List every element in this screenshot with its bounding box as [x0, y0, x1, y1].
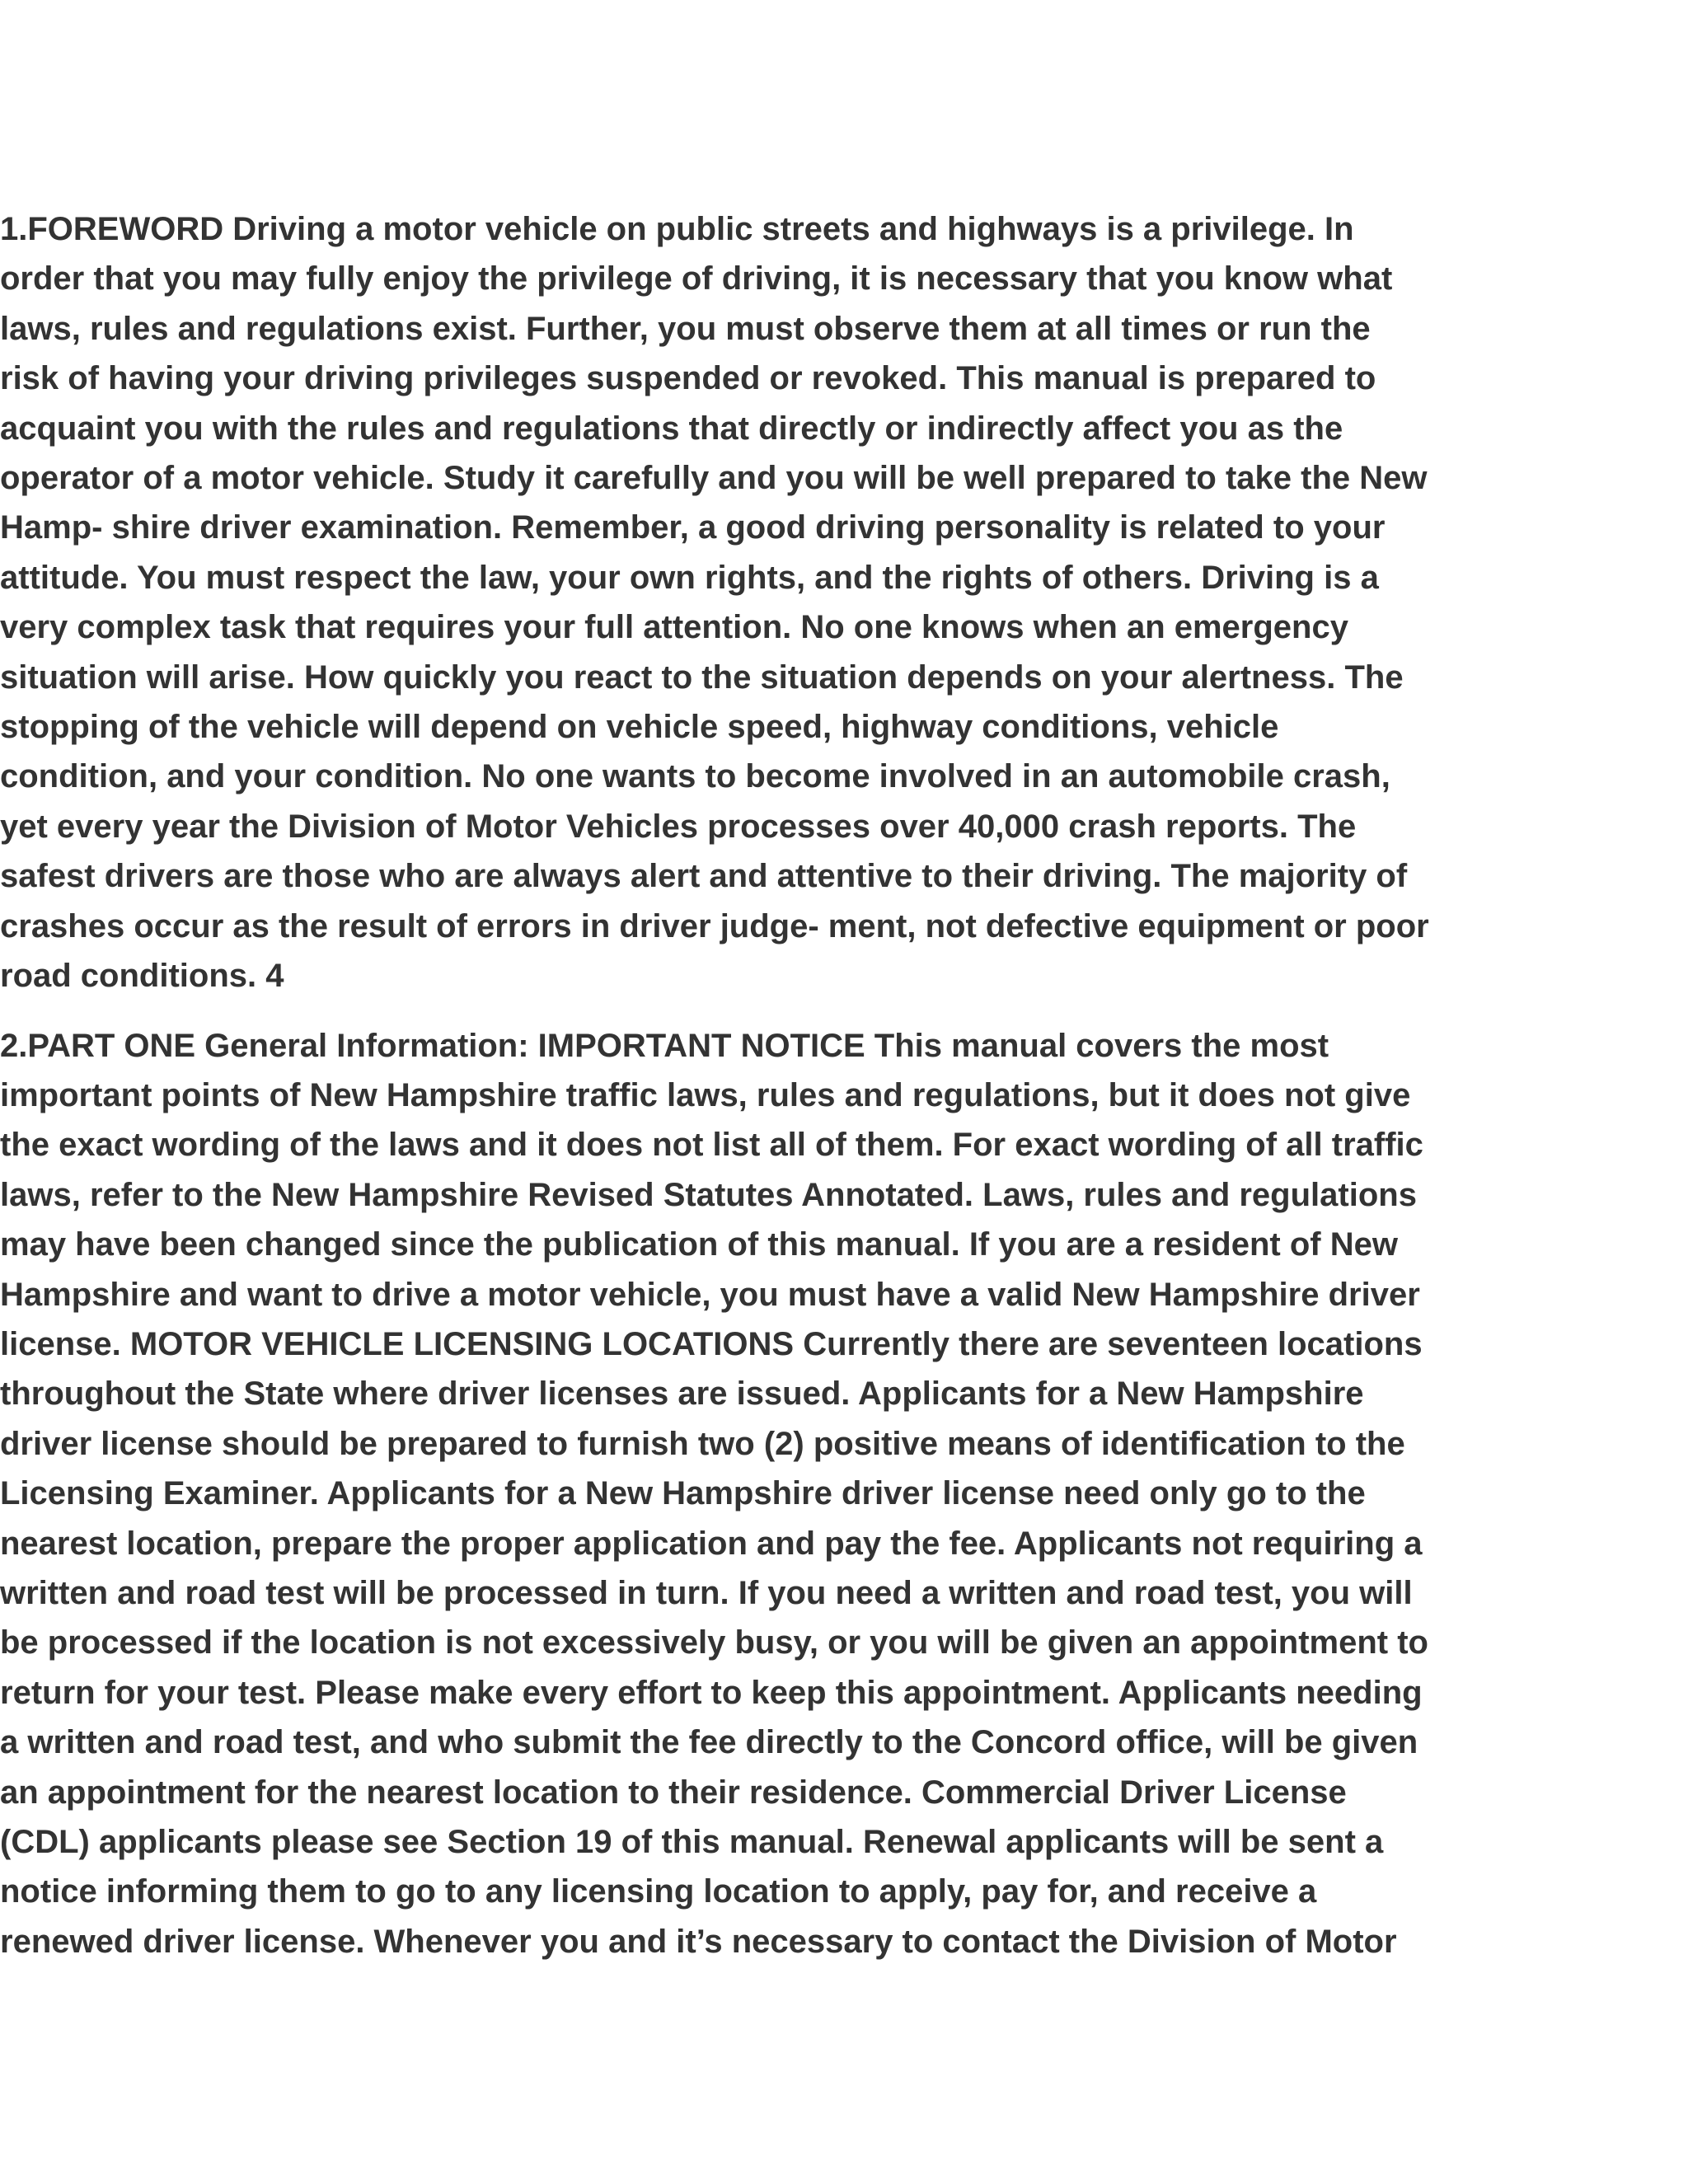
paragraph-foreword — [0, 204, 1451, 1001]
text-line: (CDL) applicants please see Section 19 of this manual. Renewal applicants will be sent a — [0, 1824, 1384, 1860]
text-line: notice informing them to go to any licensing location to apply, pay for, and receive a — [0, 1873, 1317, 1910]
text-line: operator of a motor vehicle. Study it carefully and you will be well prepared to take the New — [0, 460, 1428, 497]
text-line: condition, and your condition. No one wants to become involved in an automobile crash, — [0, 758, 1390, 795]
text-line: nearest location, prepare the proper application and pay the fee. Applicants not requiring a — [0, 1525, 1423, 1562]
text-line: safest drivers are those who are always alert and attentive to their driving. The majority of — [0, 858, 1408, 895]
text-line: 1.FOREWORD Driving a motor vehicle on public streets and highways is a privilege. In — [0, 211, 1354, 247]
text-line: Hampshire and want to drive a motor vehicle, you must have a valid New Hampshire driver — [0, 1276, 1420, 1313]
text-line: laws, rules and regulations exist. Further, you must observe them at all times or run the — [0, 310, 1371, 347]
text-line: throughout the State where driver licenses are issued. Applicants for a New Hampshire — [0, 1376, 1364, 1413]
text-line: attitude. You must respect the law, your own rights, and the rights of others. Driving is a — [0, 559, 1379, 596]
text-line: renewed driver license. Whenever you and it’s necessary to contact the Division of Motor — [0, 1923, 1397, 1960]
text-line: be processed if the location is not excessively busy, or you will be given an appointment to — [0, 1624, 1428, 1661]
text-line: written and road test will be processed in turn. If you need a written and road test, you will — [0, 1574, 1413, 1611]
text-line: an appointment for the nearest location to their residence. Commercial Driver License — [0, 1774, 1347, 1811]
text-line: acquaint you with the rules and regulations that directly or indirectly affect you as the — [0, 410, 1343, 447]
paragraph-part-one — [0, 1021, 1451, 1967]
text-line: stopping of the vehicle will depend on vehicle speed, highway conditions, vehicle — [0, 709, 1279, 746]
text-line: license. MOTOR VEHICLE LICENSING LOCATIONS Currently there are seventeen locations — [0, 1325, 1423, 1362]
text-line: important points of New Hampshire traffic laws, rules and regulations, but it does not give — [0, 1076, 1411, 1113]
text-line: driver license should be prepared to furnish two (2) positive means of identification to the — [0, 1425, 1405, 1462]
text-line: return for your test. Please make every effort to keep this appointment. Applicants needing — [0, 1674, 1423, 1711]
text-line: very complex task that requires your full attention. No one knows when an emergency — [0, 609, 1348, 646]
document-page — [0, 204, 1451, 1966]
text-line: Hamp- shire driver examination. Remember, a good driving personality is related to your — [0, 509, 1386, 546]
text-line: may have been changed since the publication of this manual. If you are a resident of New — [0, 1226, 1398, 1263]
text-line: crashes occur as the result of errors in driver judge- ment, not defective equipment or poor — [0, 907, 1429, 944]
text-line: Licensing Examiner. Applicants for a New Hampshire driver license need only go to the — [0, 1475, 1366, 1512]
text-line: road conditions. 4 — [0, 958, 284, 995]
text-line: the exact wording of the laws and it does not list all of them. For exact wording of all traffic — [0, 1127, 1423, 1164]
text-line: situation will arise. How quickly you react to the situation depends on your alertness. The — [0, 658, 1404, 696]
text-line: order that you may fully enjoy the privilege of driving, it is necessary that you know what — [0, 260, 1393, 298]
text-line: yet every year the Division of Motor Vehicles processes over 40,000 crash reports. The — [0, 808, 1357, 845]
text-line: risk of having your driving privileges suspended or revoked. This manual is prepared to — [0, 360, 1376, 397]
text-line: 2.PART ONE General Information: IMPORTANT NOTICE This manual covers the most — [0, 1027, 1329, 1064]
text-line: a written and road test, and who submit the fee directly to the Concord office, will be given — [0, 1724, 1418, 1761]
text-line: laws, refer to the New Hampshire Revised Statutes Annotated. Laws, rules and regulations — [0, 1176, 1417, 1213]
